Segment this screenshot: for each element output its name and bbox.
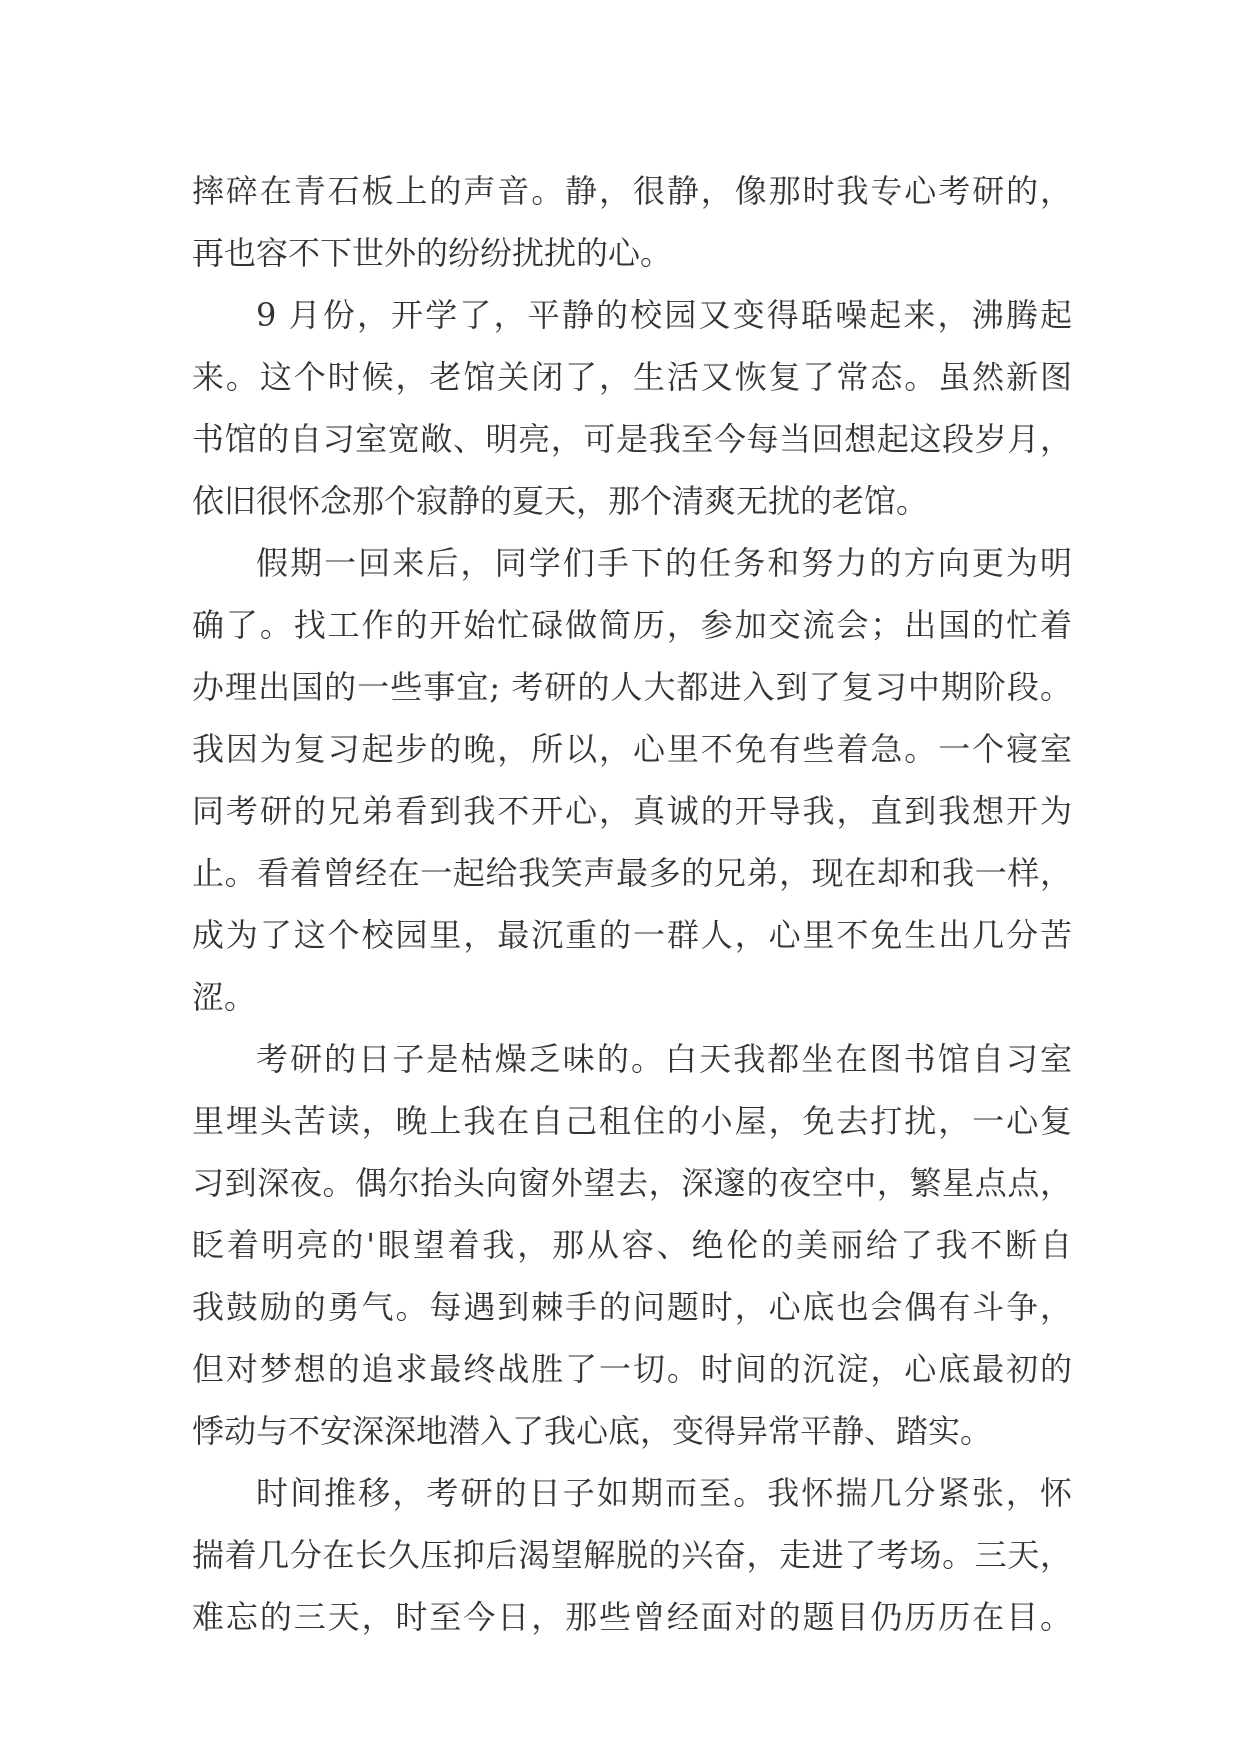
text-line: 摔碎在青石板上的声音。静，很静，像那时我专心考研的，: [192, 172, 1072, 210]
text-line: 办理出国的一些事宜; 考研的人大都进入到了复习中期阶段。: [192, 668, 1072, 706]
text-line: 来。这个时候，老馆关闭了，生活又恢复了常态。虽然新图: [192, 358, 1072, 396]
text-line: 难忘的三天，时至今日，那些曾经面对的题目仍历历在目。: [192, 1598, 1072, 1636]
paragraph: [192, 160, 1072, 284]
text-line: 依旧很怀念那个寂静的夏天，那个清爽无扰的老馆。: [192, 482, 929, 520]
text-line: 假期一回来后，同学们手下的任务和努力的方向更为明: [256, 544, 1072, 582]
document-body: [192, 160, 1072, 1648]
text-line: 但对梦想的追求最终战胜了一切。时间的沉淀，心底最初的: [192, 1350, 1072, 1388]
text-line: 悸动与不安深深地潜入了我心底，变得异常平静、踏实。: [192, 1412, 993, 1450]
text-line: 习到深夜。偶尔抬头向窗外望去，深邃的夜空中，繁星点点，: [192, 1164, 1072, 1202]
text-line: 确了。找工作的开始忙碌做简历，参加交流会；出国的忙着: [192, 606, 1072, 644]
paragraph: [192, 284, 1072, 532]
text-line: 书馆的自习室宽敞、明亮，可是我至今每当回想起这段岁月，: [192, 420, 1072, 458]
text-line: 里埋头苦读，晚上我在自己租住的小屋，免去打扰，一心复: [192, 1102, 1072, 1140]
text-line: 同考研的兄弟看到我不开心，真诚的开导我，直到我想开为: [192, 792, 1072, 830]
text-line: 眨着明亮的'眼望着我，那从容、绝伦的美丽给了我不断自: [192, 1226, 1072, 1264]
text-line: 再也容不下世外的纷纷扰扰的心。: [192, 234, 673, 272]
text-line: 成为了这个校园里，最沉重的一群人，心里不免生出几分苦: [192, 916, 1072, 954]
text-line: 时间推移，考研的日子如期而至。我怀揣几分紧张，怀: [256, 1474, 1072, 1512]
text-line: 止。看着曾经在一起给我笑声最多的兄弟，现在却和我一样，: [192, 854, 1072, 892]
paragraph: [192, 532, 1072, 1028]
text-line: 9 月份，开学了，平静的校园又变得聒噪起来，沸腾起: [256, 296, 1072, 334]
paragraph: [192, 1462, 1072, 1648]
paragraph: [192, 1028, 1072, 1462]
text-line: 涩。: [192, 978, 257, 1016]
text-line: 揣着几分在长久压抑后渴望解脱的兴奋，走进了考场。三天，: [192, 1536, 1072, 1574]
text-line: 我因为复习起步的晚，所以，心里不免有些着急。一个寝室: [192, 730, 1072, 768]
text-line: 考研的日子是枯燥乏味的。白天我都坐在图书馆自习室: [256, 1040, 1072, 1078]
text-line: 我鼓励的勇气。每遇到棘手的问题时，心底也会偶有斗争，: [192, 1288, 1072, 1326]
